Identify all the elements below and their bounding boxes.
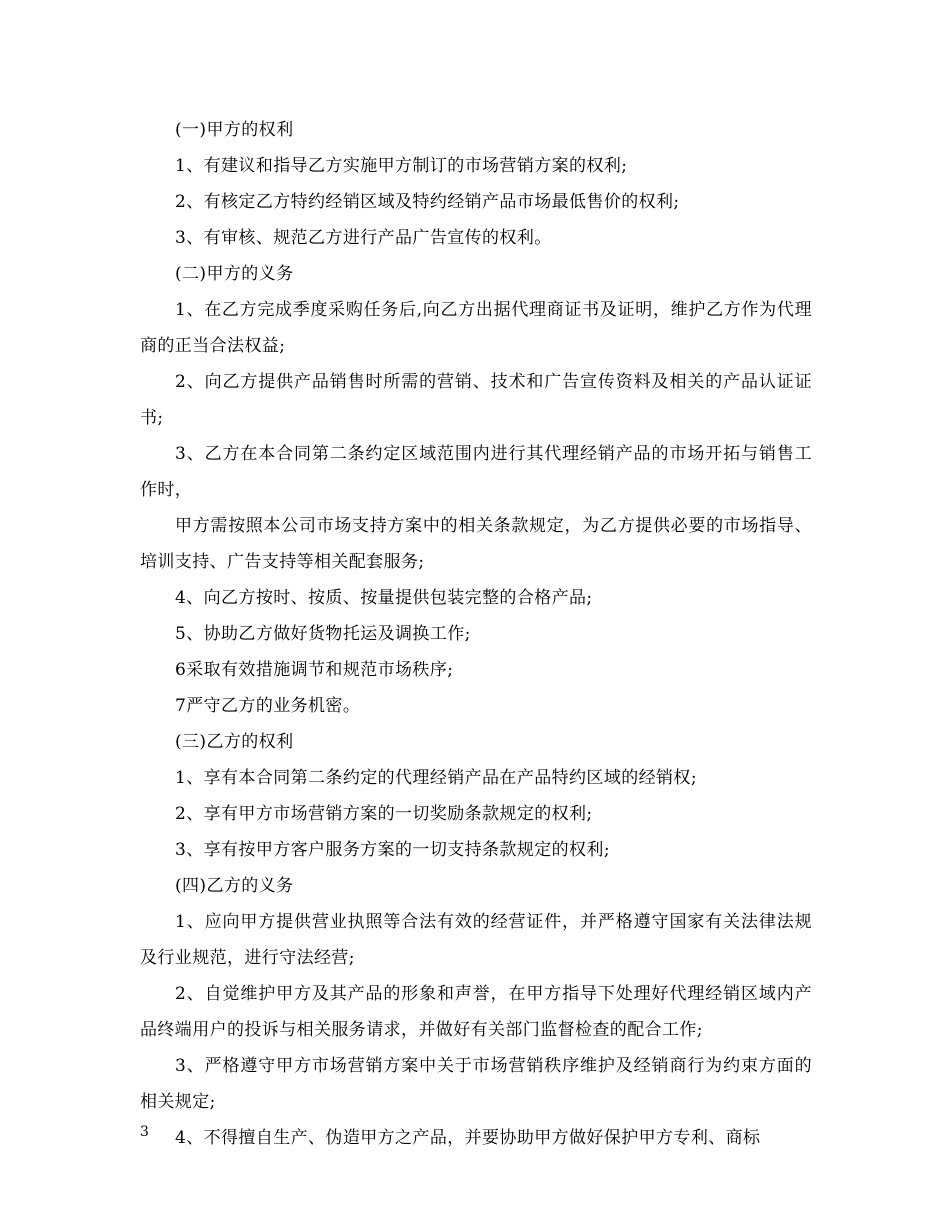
paragraph: 7严守乙方的业务机密。	[175, 696, 361, 716]
paragraph: 2、享有甲方市场营销方案的一切奖励条款规定的权利;	[175, 804, 593, 824]
paragraph: 3、享有按甲方客户服务方案的一切支持条款规定的权利;	[175, 840, 610, 860]
document-body	[140, 112, 812, 1156]
paragraph: 3、乙方在本合同第二条约定区域范围内进行其代理经销产品的市场开拓与销售工作时，	[140, 444, 812, 500]
section-heading-party-b-rights: (三)乙方的权利	[175, 732, 294, 752]
paragraph: 甲方需按照本公司市场支持方案中的相关条款规定，为乙方提供必要的市场指导、培训支持、广告支持等相关配套服务;	[140, 516, 812, 572]
paragraph: 4、不得擅自生产、伪造甲方之产品，并要协助甲方做好保护甲方专利、商标	[175, 1128, 761, 1148]
paragraph: 3、严格遵守甲方市场营销方案中关于市场营销秩序维护及经销商行为约束方面的相关规定;	[140, 1056, 812, 1112]
paragraph: 5、协助乙方做好货物托运及调换工作;	[175, 624, 471, 644]
page-number: 3	[140, 1124, 149, 1140]
section-heading-party-a-rights: (一)甲方的权利	[175, 120, 294, 140]
paragraph: 3、有审核、规范乙方进行产品广告宣传的权利。	[175, 228, 552, 248]
paragraph: 2、有核定乙方特约经销区域及特约经销产品市场最低售价的权利;	[175, 192, 680, 212]
paragraph: 6采取有效措施调节和规范市场秩序;	[175, 660, 454, 680]
section-heading-party-a-obligations: (二)甲方的义务	[175, 264, 294, 284]
paragraph: 1、有建议和指导乙方实施甲方制订的市场营销方案的权利;	[175, 156, 628, 176]
paragraph: 4、向乙方按时、按质、按量提供包装完整的合格产品;	[175, 588, 593, 608]
paragraph: 2、向乙方提供产品销售时所需的营销、技术和广告宣传资料及相关的产品认证证书;	[140, 372, 812, 428]
paragraph: 1、享有本合同第二条约定的代理经销产品在产品特约区域的经销权;	[175, 768, 697, 788]
paragraph: 1、在乙方完成季度采购任务后,向乙方出据代理商证书及证明，维护乙方作为代理商的正当合法权益;	[140, 300, 812, 356]
section-heading-party-b-obligations: (四)乙方的义务	[175, 876, 294, 896]
paragraph: 2、自觉维护甲方及其产品的形象和声誉，在甲方指导下处理好代理经销区域内产品终端用户的投诉与相关服务请求，并做好有关部门监督检查的配合工作;	[140, 984, 812, 1040]
paragraph: 1、应向甲方提供营业执照等合法有效的经营证件，并严格遵守国家有关法律法规及行业规范，进行守法经营;	[140, 912, 812, 968]
